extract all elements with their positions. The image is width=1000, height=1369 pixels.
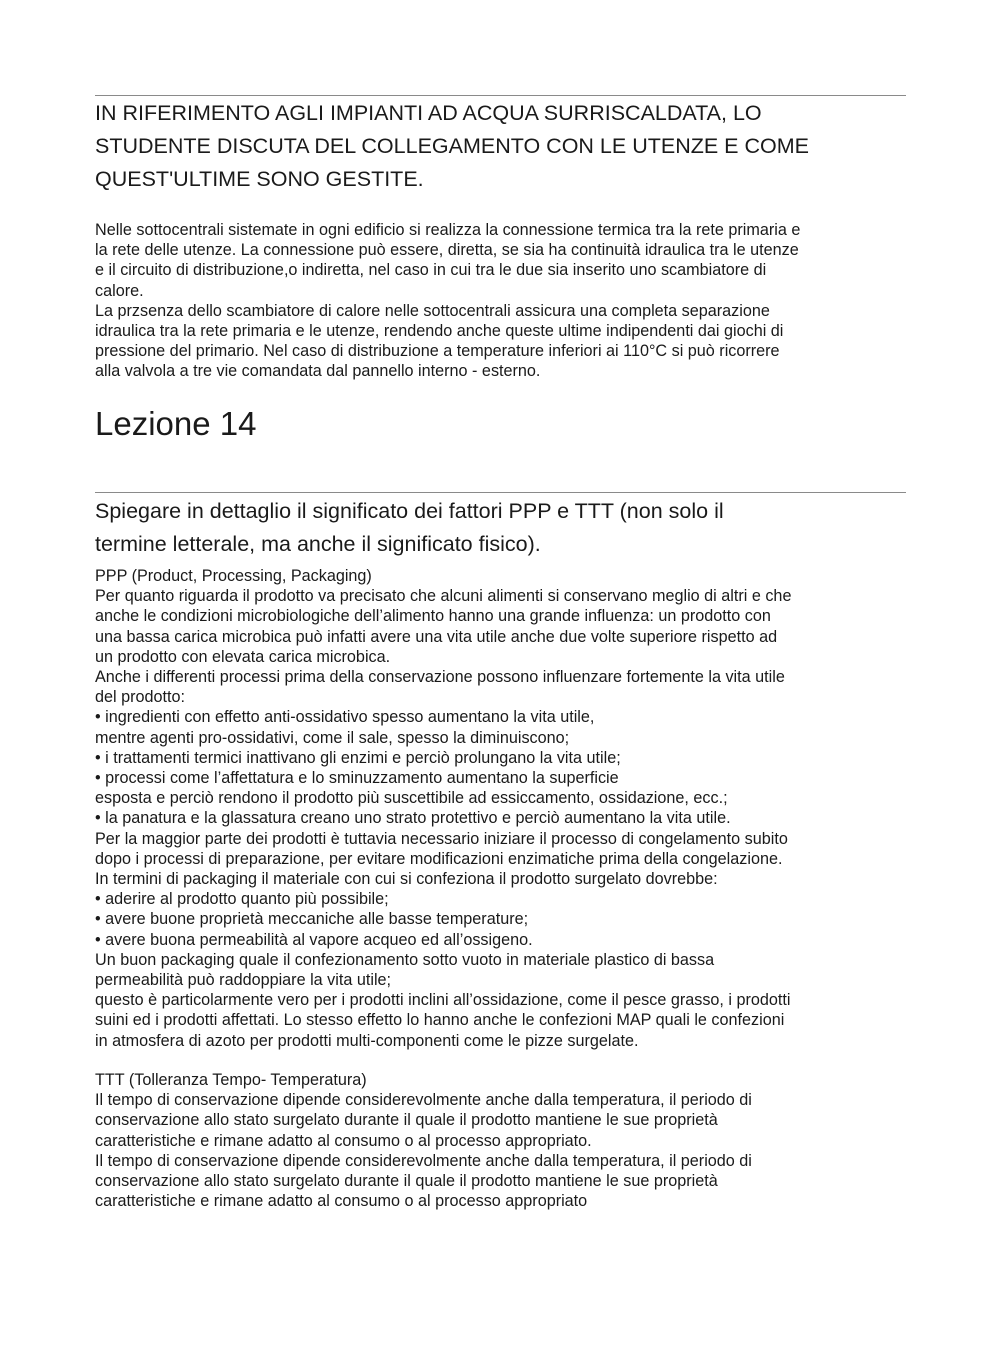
text-line: In termini di packaging il materiale con cui si confeziona il prodotto surgelato dovrebbe: [95,870,718,889]
text-line: del prodotto: [95,688,185,707]
text-line: Nelle sottocentrali sistemate in ogni edificio si realizza la connessione termica tra la rete primaria e [95,221,801,239]
question-heading-line: IN RIFERIMENTO AGLI IMPIANTI AD ACQUA SURRISCALDATA, LO [95,101,762,125]
text-line: in atmosfera di azoto per prodotti multi-componenti come le pizze surgelate. [95,1031,639,1050]
text-line: permeabilità può raddoppiare la vita utile; [95,971,392,990]
question-heading-line: termine letterale, ma anche il significato fisico). [95,532,541,556]
ppp-subheading: PPP (Product, Processing, Packaging) [95,567,372,585]
text-line: idraulica tra la rete primaria e le utenze, rendendo anche queste ultime indipendenti dai giochi di [95,322,784,341]
text-line: Il tempo di conservazione dipende considerevolmente anche dalla temperatura, il periodo di [95,1091,752,1110]
text-line: una bassa carica microbica può infatti avere una vita utile anche due volte superiore rispetto ad [95,627,778,646]
text-line: La przsenza dello scambiatore di calore nelle sottocentrali assicura una completa separazione [95,301,770,320]
text-line: pressione del primario. Nel caso di distribuzione a temperature inferiori ai 110°C si può ricorrere [95,342,780,361]
text-line: Un buon packaging quale il confezionamento sotto vuoto in materiale plastico di bassa [95,950,715,969]
text-line: Il tempo di conservazione dipende considerevolmente anche dalla temperatura, il periodo di [95,1151,752,1170]
ppp-paragraph [95,566,913,1051]
text-line: dopo i processi di preparazione, per evitare modificazioni enzimatiche prima della congelazione. [95,849,783,868]
text-line: conservazione allo stato surgelato durante il quale il prodotto mantiene le sue proprietà [95,1111,718,1130]
question-heading-line: QUEST'ULTIME SONO GESTITE. [95,167,424,191]
lesson-title: Lezione 14 [95,405,257,442]
bullet-item: • i trattamenti termici inattivano gli enzimi e perciò prolungano la vita utile; [95,748,621,767]
text-line: alla valvola a tre vie comandata dal pannello interno - esterno. [95,362,541,381]
section-divider-2 [95,492,906,493]
text-line: esposta e perciò rendono il prodotto più suscettibile ad essiccamento, ossidazione, ecc.; [95,789,728,808]
answer-paragraph-1 [95,220,913,382]
text-line: Per la maggior parte dei prodotti è tuttavia necessario iniziare il processo di congelamento subito [95,829,788,848]
question-heading-2 [95,495,906,561]
text-line: questo è particolarmente vero per i prodotti inclini all’ossidazione, come il pesce grasso, i prodotti [95,991,791,1010]
ttt-paragraph [95,1070,913,1211]
text-line: Anche i differenti processi prima della conservazione possono influenzare fortemente la vita utile [95,668,785,687]
text-line: caratteristiche e rimane adatto al consumo o al processo appropriato [95,1192,588,1211]
ttt-subheading: TTT (Tolleranza Tempo- Temperatura) [95,1071,367,1089]
text-line: conservazione allo stato surgelato durante il quale il prodotto mantiene le sue proprietà [95,1172,718,1191]
question-heading-line: STUDENTE DISCUTA DEL COLLEGAMENTO CON LE UTENZE E COME [95,134,809,158]
bullet-item: • la panatura e la glassatura creano uno strato protettivo e perciò aumentano la vita utile. [95,809,731,828]
section-divider-1 [95,95,906,96]
text-line: e il circuito di distribuzione,o indiretta, nel caso in cui tra le due sia inserito uno scambiatore di [95,261,767,280]
text-line: Per quanto riguarda il prodotto va precisato che alcuni alimenti si conservano meglio di altri e che [95,587,792,606]
text-line: suini ed i prodotti affettati. Lo stesso effetto lo hanno anche le confezioni MAP quali le confezioni [95,1011,785,1030]
text-line: un prodotto con elevata carica microbica. [95,647,391,666]
text-line: calore. [95,281,144,300]
text-line: mentre agenti pro-ossidativi, come il sale, spesso la diminuiscono; [95,728,570,747]
bullet-item: • avere buona permeabilità al vapore acqueo ed all’ossigeno. [95,930,533,949]
bullet-item: • aderire al prodotto quanto più possibile; [95,890,389,909]
text-line: caratteristiche e rimane adatto al consumo o al processo appropriato. [95,1131,592,1150]
text-line: la rete delle utenze. La connessione può essere, diretta, se sia ha continuità idraulica tra le utenze [95,241,799,260]
question-heading-line: Spiegare in dettaglio il significato dei fattori PPP e TTT (non solo il [95,499,724,523]
bullet-item: • avere buone proprietà meccaniche alle basse temperature; [95,910,529,929]
bullet-item: • processi come l’affettatura e lo sminuzzamento aumentano la superficie [95,769,619,788]
text-line: anche le condizioni microbiologiche dell’alimento hanno una grande influenza: un prodotto con [95,607,771,626]
bullet-item: • ingredienti con effetto anti-ossidativo spesso aumentano la vita utile, [95,708,595,727]
question-heading-1 [95,97,906,196]
